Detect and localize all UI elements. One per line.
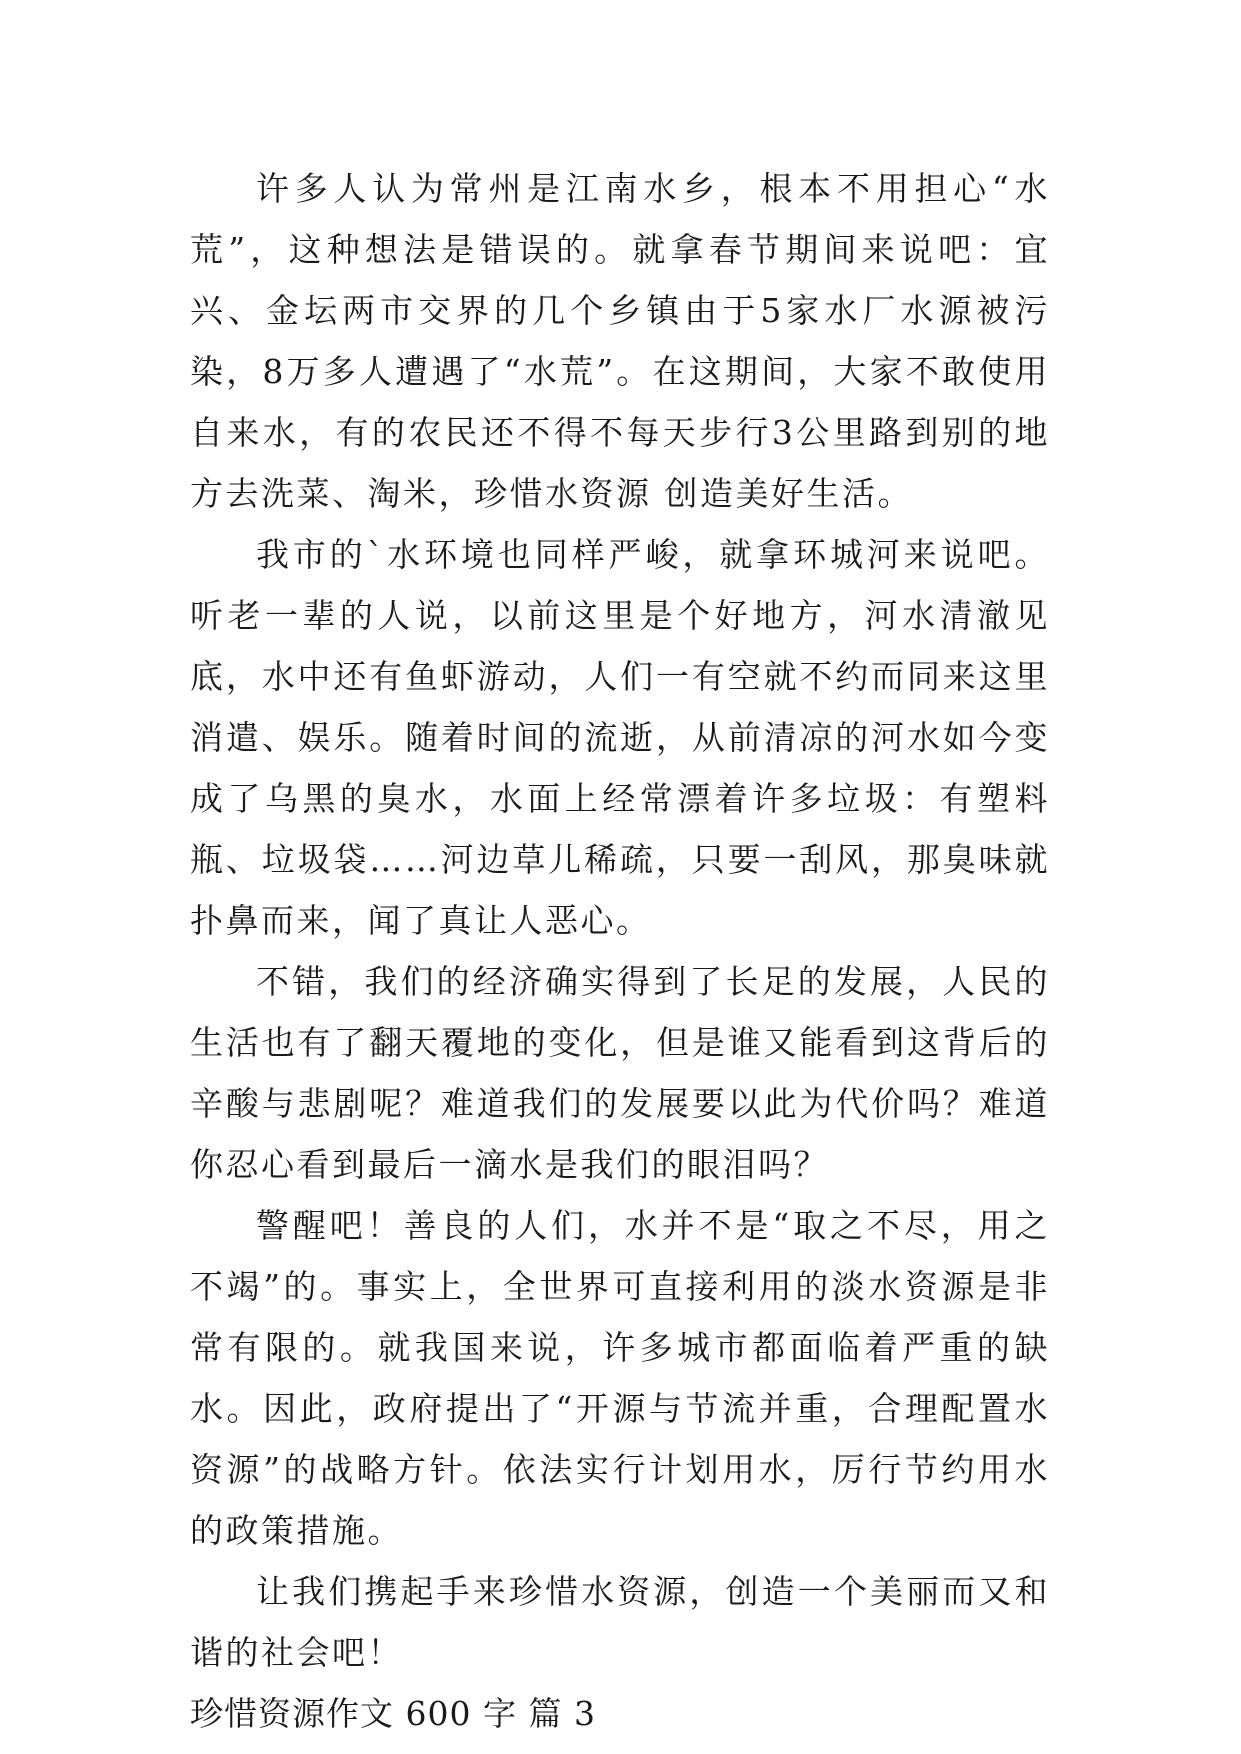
paragraph-5: 让我们携起手来珍惜水资源，创造一个美丽而又和谐的社会吧！ xyxy=(190,1572,1050,1672)
section-heading: 珍惜资源作文 600 字 篇 3 xyxy=(190,1694,596,1733)
paragraph-1: 许多人认为常州是江南水乡，根本不用担心“水荒”，这种想法是错误的。就拿春节期间来说吧：宜兴、金坛两市交界的几个乡镇由于5家水厂水源被污染，8万多人遭遇了“水荒”。在这期间，大家不敢使用自来水，有的农民还不得不每天步行3公里路到别的地方去洗菜、淘米，珍惜水资源 创造美好生活。 xyxy=(190,169,1050,513)
document-page xyxy=(190,158,1050,1744)
paragraph-4: 警醒吧！善良的人们，水并不是“取之不尽，用之不竭”的。事实上，全世界可直接利用的淡水资源是非常有限的。就我国来说，许多城市都面临着严重的缺水。因此，政府提出了“开源与节流并重，合理配置水资源”的战略方针。依法实行计划用水，厉行节约用水的政策措施。 xyxy=(190,1206,1050,1550)
paragraph-2: 我市的`水环境也同样严峻，就拿环城河来说吧。听老一辈的人说，以前这里是个好地方，河水清澈见底，水中还有鱼虾游动，人们一有空就不约而同来这里消遣、娱乐。随着时间的流逝，从前清凉的河水如今变成了乌黑的臭水，水面上经常漂着许多垃圾：有塑料瓶、垃圾袋……河边草儿稀疏，只要一刮风，那臭味就扑鼻而来，闻了真让人恶心。 xyxy=(190,535,1050,940)
paragraph-3: 不错，我们的经济确实得到了长足的发展，人民的生活也有了翻天覆地的变化，但是谁又能看到这背后的辛酸与悲剧呢？难道我们的发展要以此为代价吗？难道你忍心看到最后一滴水是我们的眼泪吗？ xyxy=(190,962,1050,1184)
